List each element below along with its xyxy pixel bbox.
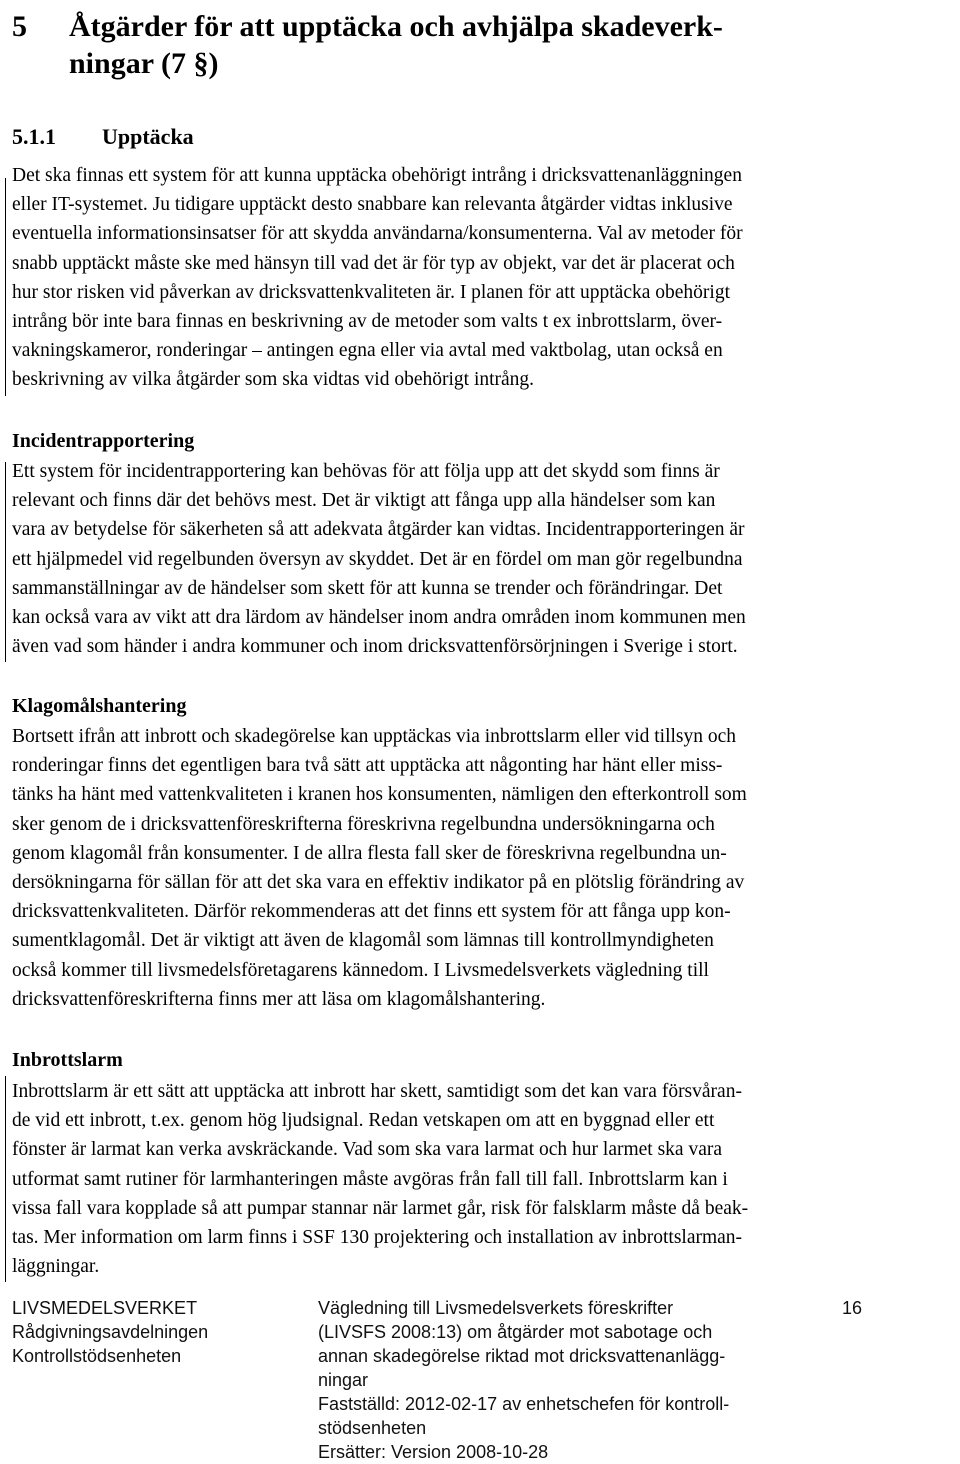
text-line: ett hjälpmedel vid regelbunden översyn av skyddet. Det är en fördel om man gör regelbundna [12,548,743,570]
footer-line: Ersätter: Version 2008-10-28 [318,1442,549,1462]
text-line: utformat samt rutiner för larmhanteringen måste avgöras från fall till fall. Inbrottslarm kan i [12,1168,728,1190]
chapter-title-line-2: ningar (7 §) [69,47,219,80]
text-line: relevant och finns där det behövs mest. Det är viktigt att fånga upp alla händelser som kan [12,490,716,512]
footer-line: ningar [318,1370,369,1390]
text-line: genom klagomål från konsumenter. I de allra flesta fall sker de föreskrivna regelbundna un- [12,842,727,864]
text-line: ronderingar finns det egentligen bara två sätt att upptäcka att någonting har hänt eller miss- [12,755,723,777]
footer-line: Kontrollstödsenheten [12,1346,182,1366]
section-number: 5.1.1 [12,124,56,149]
alarm-heading: Inbrottslarm [12,1049,123,1071]
text-line: sker genom de i dricksvattenföreskrifterna föreskrivna regelbundna undersökningarna och [12,813,715,835]
text-line: eller IT-systemet. Ju tidigare upptäckt desto snabbare kan relevanta åtgärder vidtas inklusive [12,194,733,216]
text-line: beskrivning av vilka åtgärder som ska vidtas vid obehörigt intrång. [12,369,535,391]
section-heading [12,122,194,152]
footer-line: stödsenheten [318,1418,427,1438]
footer-document-info [318,1296,729,1464]
footer-organization [12,1296,208,1368]
text-line: även vad som händer i andra kommuner och inom dricksvattenförsörjningen i Sverige i stort. [12,636,738,658]
text-line: också kommer till livsmedelsföretagarens kännedom. I Livsmedelsverkets vägledning till [12,959,709,981]
text-line: tas. Mer information om larm finns i SSF 130 projektering och installation av inbrottslarman- [12,1227,743,1249]
text-line: läggningar. [12,1256,100,1278]
text-line: hur stor risken vid påverkan av dricksvattenkvaliteten är. I planen för att upptäcka obehörigt [12,281,731,303]
text-line: eventuella informationsinsatser för att skydda användarna/konsumenterna. Val av metoder för [12,223,743,245]
text-line: tänks ha hänt med vattenkvaliteten i kranen hos konsumenten, nämligen den efterkontroll som [12,784,747,806]
text-line: Inbrottslarm är ett sätt att upptäcka att inbrott har skett, samtidigt som det kan vara försvåran- [12,1081,742,1102]
footer-line: Vägledning till Livsmedelsverkets föreskrifter [318,1298,674,1318]
incident-heading: Incidentrapportering [12,430,195,452]
text-line: Ett system för incidentrapportering kan behövas för att följa upp att det skydd som finns är [12,461,720,482]
text-line: Det ska finnas ett system för att kunna upptäcka obehörigt intrång i dricksvattenanläggningen [12,165,742,186]
text-line: intrång bör inte bara finnas en beskrivning av de metoder som valts t ex inbrottslarm, över- [12,311,723,333]
text-line: vara av betydelse för säkerheten så att adekvata åtgärder kan vidtas. Incidentrapporteringen är [12,519,745,541]
footer-line: LIVSMEDELSVERKET [12,1298,198,1318]
chapter-title-line-1: Åtgärder för att upptäcka och avhjälpa skadeverk- [69,10,723,43]
change-bar [5,178,6,396]
complaints-heading: Klagomålshantering [12,695,187,717]
change-bar [5,462,6,662]
text-line: vakningskameror, ronderingar – antingen egna eller via avtal med vaktbolag, utan också en [12,340,723,362]
section-title: Upptäcka [102,124,194,149]
text-line: snabb upptäckt måste ske med hänsyn till vad det är för typ av objekt, var det är placerat och [12,252,735,274]
intro-paragraph [12,161,952,395]
text-line: Bortsett ifrån att inbrott och skadegörelse kan upptäckas via inbrottslarm eller vid tillsyn och [12,726,737,747]
text-line: dricksvattenföreskrifterna finns mer att läsa om klagomålshantering. [12,988,546,1010]
chapter-number: 5 [12,10,27,43]
complaints-paragraph [12,722,952,1014]
footer-line: Fastställd: 2012-02-17 av enhetschefen för kontroll- [318,1394,730,1414]
text-line: de vid ett inbrott, t.ex. genom hög ljudsignal. Redan vetskapen om att en byggnad eller ett [12,1110,715,1132]
text-line: kan också vara av vikt att dra lärdom av händelser inom andra områden inom kommunen men [12,607,746,629]
text-line: vissa fall vara kopplade så att pumpar stannar när larmet går, risk för falsklarm måste då beak- [12,1197,749,1219]
change-bar [5,1076,6,1282]
footer-line: annan skadegörelse riktad mot dricksvattenanlägg- [318,1346,726,1366]
text-line: dricksvattenkvaliteten. Därför rekommenderas att det finns ett system för att fånga upp kon- [12,901,731,923]
alarm-paragraph [12,1077,952,1281]
text-line: sammanställningar av de händelser som skett för att kunna se trender och förändringar. Det [12,577,723,599]
footer-line: (LIVSFS 2008:13) om åtgärder mot sabotage och [318,1322,713,1342]
incident-paragraph [12,457,952,661]
text-line: dersökningarna för sällan för att det ska vara en effektiv indikator på en plötslig förändring av [12,872,745,894]
page-number: 16 [842,1298,863,1318]
text-line: sumentklagomål. Det är viktigt att även de klagomål som lämnas till kontrollmyndigheten [12,930,714,952]
text-line: fönster är larmat kan verka avskräckande. Vad som ska vara larmat och hur larmet ska vara [12,1139,723,1161]
footer-line: Rådgivningsavdelningen [12,1322,209,1342]
chapter-heading [12,8,942,82]
